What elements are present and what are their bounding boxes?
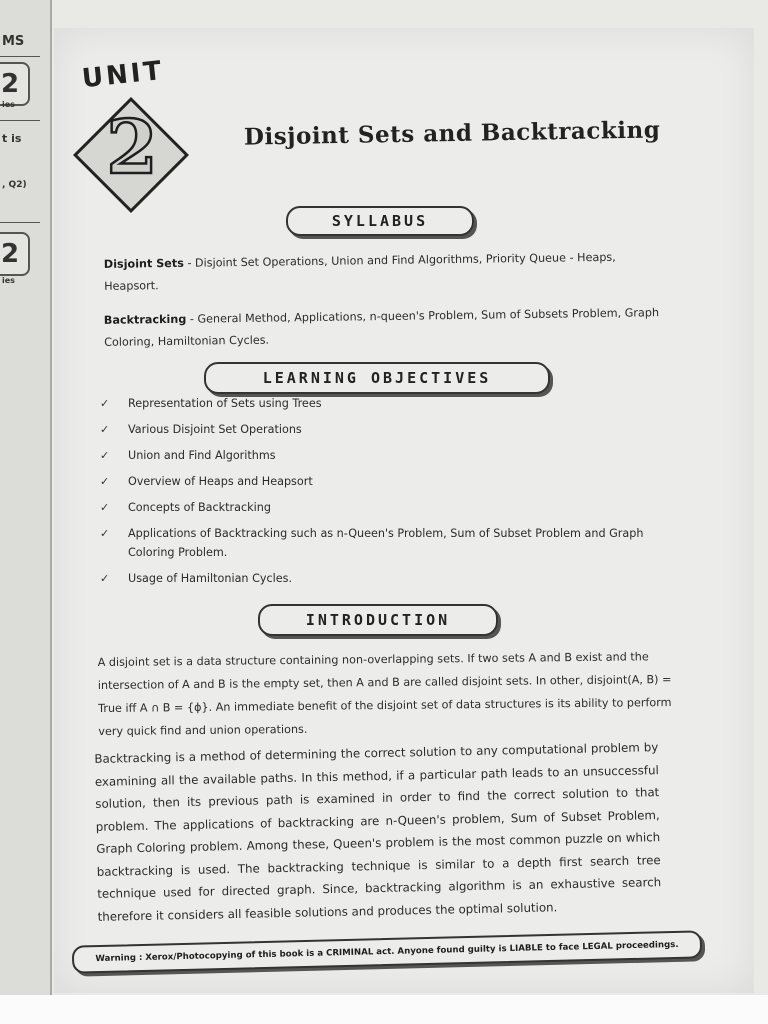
syllabus-item	[104, 302, 665, 354]
list-item: ✓ Overview of Heaps and Heapsort	[100, 472, 660, 491]
prev-page-fragment: ies	[2, 276, 15, 285]
objectives-list	[100, 394, 660, 595]
check-icon: ✓	[100, 572, 110, 585]
prev-page-fragment: t is	[2, 132, 22, 145]
list-item: ✓ Union and Find Algorithms	[100, 446, 660, 465]
syllabus-item	[104, 246, 665, 298]
prev-page-rule	[0, 120, 40, 121]
list-item: ✓ Various Disjoint Set Operations	[100, 420, 660, 439]
previous-page-edge	[0, 0, 52, 1000]
learning-objectives-heading: LEARNING OBJECTIVES	[204, 362, 550, 394]
list-item: ✓ Usage of Hamiltonian Cycles.	[100, 569, 660, 588]
syllabus-text: - General Method, Applications, n-queen's Problem, Sum of Subsets Problem, Graph Coloring, Hamiltonian Cycles.	[104, 306, 660, 349]
prev-page-rule	[0, 222, 40, 223]
list-item: ✓ Concepts of Backtracking	[100, 498, 660, 517]
syllabus-term: Backtracking	[103, 312, 187, 327]
check-icon: ✓	[100, 527, 110, 540]
check-icon: ✓	[100, 449, 110, 462]
check-icon: ✓	[100, 423, 110, 436]
unit-number: 2	[106, 105, 158, 191]
copyright-warning: Warning : Xerox/Photocopying of this book is a CRIMINAL act. Anyone found guilty is LIABLE to face LEGAL proceedings.	[72, 930, 702, 973]
intro-paragraph-backtracking: Backtracking is a method of determining the correct solution to any computational problem by examining all the available paths. In this method, if a particular path leads to an unsuccessful solution, then its previous path is examined in order to find the correct solution to that problem. The applications of backtracking are n-Queen's problem, Sum of Subset Problem, Graph Coloring problem. Among these, Queen's problem is the most common puzzle on which backtracking is used. The backtracking technique is similar to a depth first search tree technique used for directed graph. Since, backtracking algorithm is an exhaustive search therefore it considers all feasible solutions and produces the optimal solution.	[94, 740, 662, 924]
unit-label: UNIT	[80, 55, 166, 95]
prev-page-tab: 2	[0, 232, 30, 276]
chapter-title: Disjoint Sets and Backtracking	[243, 116, 661, 151]
list-item: ✓ Representation of Sets using Trees	[100, 394, 660, 413]
syllabus-text: - Disjoint Set Operations, Union and Find Algorithms, Priority Queue - Heaps, Heapsort.	[104, 250, 616, 293]
prev-page-tab: 2	[0, 62, 30, 106]
syllabus-heading: SYLLABUS	[286, 206, 474, 236]
intro-paragraph-disjoint: A disjoint set is a data structure containing non-overlapping sets. If two sets A and B exist and the intersection of A and B is the empty set, then A and B are called disjoint sets. In other, disjoint(A, B) = True iff A ∩ B = {ϕ}. An immediate benefit of the disjoint set of data structures is its ability to perform very quick find and union operations.	[97, 650, 672, 739]
check-icon: ✓	[100, 501, 110, 514]
introduction-heading: INTRODUCTION	[258, 604, 498, 636]
prev-page-fragment: , Q2)	[2, 180, 27, 190]
check-icon: ✓	[100, 397, 110, 410]
page-bottom-margin	[0, 995, 768, 1024]
prev-page-fragment: MS	[2, 34, 25, 49]
syllabus-term: Disjoint Sets	[103, 256, 184, 271]
prev-page-fragment: ies	[2, 100, 15, 109]
check-icon: ✓	[100, 475, 110, 488]
book-page	[54, 28, 754, 993]
prev-page-rule	[0, 56, 40, 57]
list-item: ✓ Applications of Backtracking such as n-Queen's Problem, Sum of Subset Problem and Graph Coloring Problem.	[100, 524, 660, 562]
